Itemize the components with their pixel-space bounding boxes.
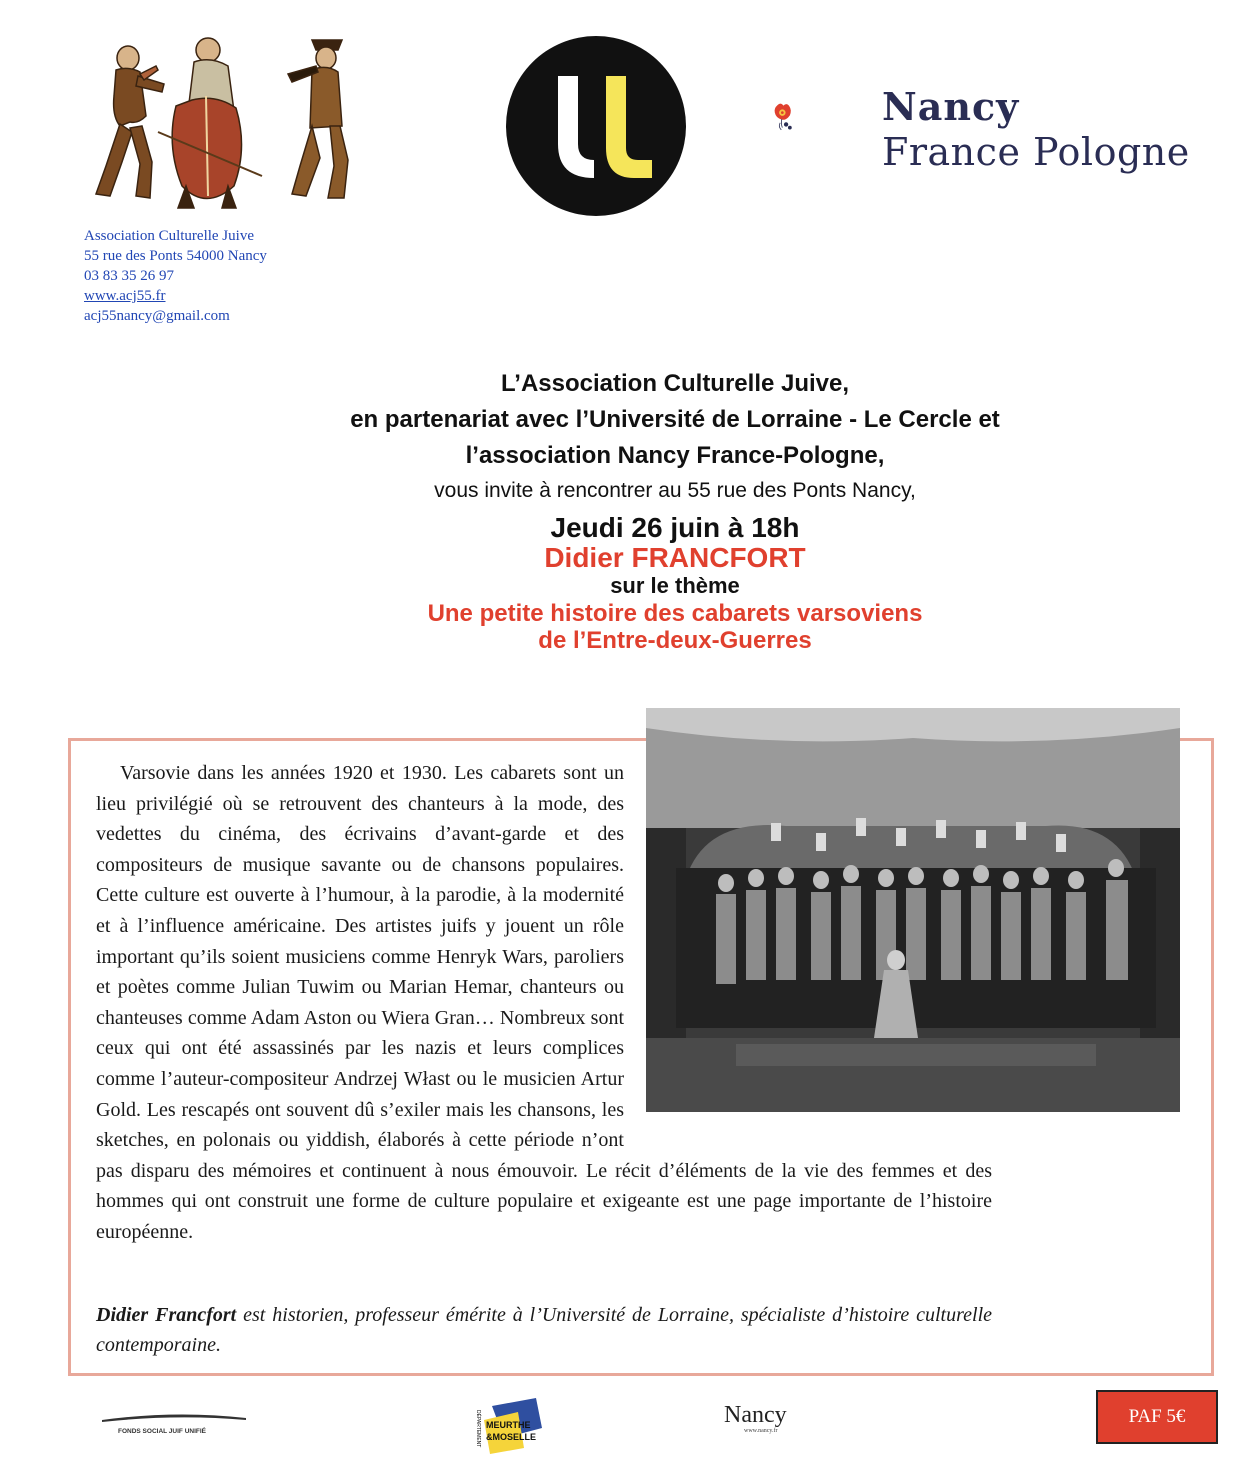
talk-title-line1: Une petite histoire des cabarets varsoviens (427, 600, 923, 627)
paf-badge: PAF 5€ (1096, 1390, 1218, 1444)
fsju-text: FONDS SOCIAL JUIF UNIFIÉ (118, 1428, 206, 1435)
heading-line3: l’association Nancy France-Pologne, (465, 442, 885, 469)
nfp-logo-line1: Nancy (882, 84, 1020, 129)
street-address: 55 rue des Ponts 54000 Nancy (84, 248, 267, 264)
meurthe-moselle-logo (464, 1398, 544, 1454)
body-paragraph: Varsovie dans les années 1920 et 1930. Les cabarets sont un lieu privilégié où se retrouvent des chanteurs à la mode, des vedettes du cinéma, des écrivains d’avant-garde et des compositeurs de musique savante ou de chansons populaires. Cette culture est ouverte à l’humour, à la parodie, à la modernité et à l’influence américaine. Des artistes juifs y jouent un rôle important qu’ils soient musiciens comme Henryk Wars, paroliers et poètes comme Julian Tuwim ou Marian Hemar, chanteurs ou chanteuses comme Adam Aston ou Wiera Gran… Nombreux sont ceux qui ont été assassinés par les nazis et leurs complices comme l’auteur-compositeur Andrzej Włast ou le musicien Artur Gold. Les rescapés ont souvent dû s’exiler mais les chansons, les sketches, en polonais ou yiddish, élaborés à cette période n’ont pas disparu des mémoires et continuent à nous émouvoir. Le récit d’éléments de la vie des femmes et des hommes qui ont construit une forme de culture populaire et exigeante est une page importante de l’histoire européenne. (96, 762, 992, 1243)
nancy-city-logo (722, 1398, 812, 1438)
bio-text: est historien, professeur émérite à l’Université de Lorraine, spécialiste d’histoire culturelle contemporaine. (96, 1304, 993, 1356)
speaker-name: Didier FRANCFORT (544, 542, 806, 573)
meurthe-line1: MEURTHE (486, 1420, 531, 1430)
nancy-logo-text: Nancy (724, 1402, 787, 1428)
invitation-heading (160, 366, 1190, 654)
speaker-bio (96, 1300, 992, 1360)
nfp-logo-line2: France Pologne (882, 130, 1190, 174)
meurthe-line2: &MOSELLE (486, 1432, 537, 1442)
cabaret-photo (646, 708, 1180, 1112)
address-block (84, 226, 267, 326)
nancy-france-pologne-logo (770, 58, 880, 178)
phone-number: 03 83 35 26 97 (84, 268, 174, 284)
heading-line1: L’Association Culturelle Juive, (500, 370, 850, 397)
heading-line4: vous invite à rencontrer au 55 rue des Ponts Nancy, (434, 479, 916, 502)
association-name: Association Culturelle Juive (84, 228, 254, 244)
meurthe-side-text: DÉPARTEMENT (475, 1410, 481, 1448)
universite-lorraine-logo (506, 36, 686, 216)
fsju-logo (100, 1408, 250, 1438)
bio-name: Didier Francfort (96, 1304, 237, 1326)
heading-line2: en partenariat avec l’Université de Lorraine - Le Cercle et (350, 406, 1000, 433)
event-date: Jeudi 26 juin à 18h (550, 512, 800, 543)
email-address: acj55nancy@gmail.com (84, 308, 230, 324)
musicians-logo (66, 36, 356, 211)
talk-title-line2: de l’Entre-deux-Guerres (538, 627, 812, 654)
website-link[interactable]: www.acj55.fr (84, 288, 166, 304)
nancy-logo-url: www.nancy.fr (744, 1428, 778, 1434)
theme-intro: sur le thème (610, 573, 740, 598)
